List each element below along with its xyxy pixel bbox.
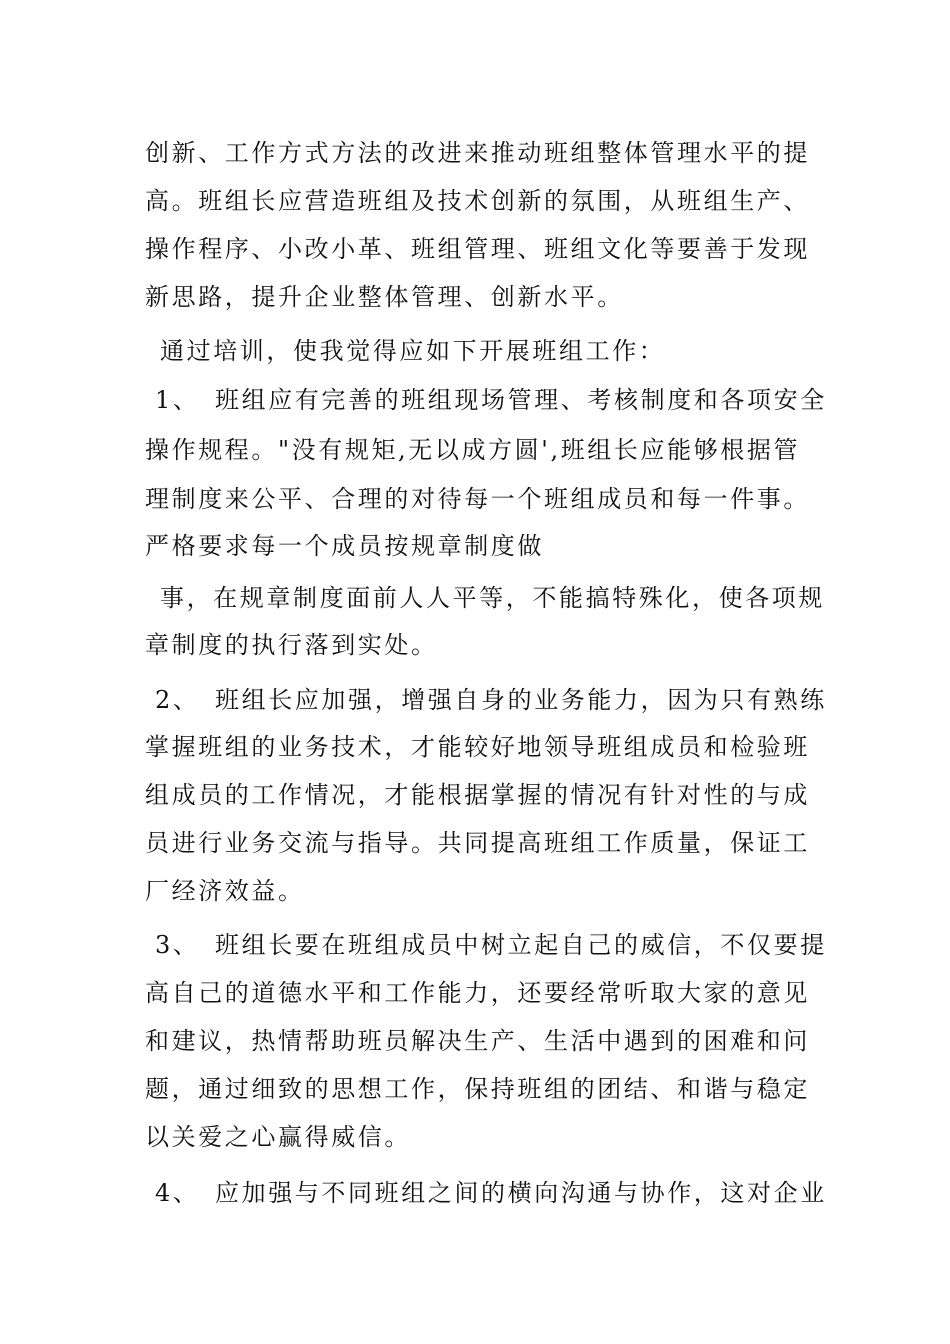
text-line: 新思路，提升企业整体管理、创新水平。 [145,283,624,311]
text-line: 厂经济效益。 [145,877,305,905]
text-line: 理制度来公平、合理的对待每一个班组成员和每一件事。 [145,485,810,513]
text-line: 操作程序、小改小革、班组管理、班组文化等要善于发现 [145,235,810,263]
text-line: 操作规程。"没有规矩,无以成方圆',班组长应能够根据管 [145,436,801,464]
item-number: 3、 [155,931,200,959]
text-line: 事，在规章制度面前人人平等，不能搞特殊化，使各项规 [160,584,825,612]
text-line: 严格要求每一个成员按规章制度做 [145,532,544,560]
item-number: 2、 [155,686,200,714]
text-line: 章制度的执行落到实处。 [145,631,438,659]
list-item-1-first-line [155,380,827,420]
text-line: 组成员的工作情况，才能根据掌握的情况有针对性的与成 [145,781,810,809]
list-item-3-first-line [155,925,827,965]
item-text: 班组长要在班组成员中树立起自己的威信，不仅要提 [215,931,827,959]
text-line: 掌握班组的业务技术，才能较好地领导班组成员和检验班 [145,733,810,761]
text-line: 创新、工作方式方法的改进来推动班组整体管理水平的提 [145,139,810,167]
text-line: 员进行业务交流与指导。共同提高班组工作质量，保证工 [145,829,810,857]
text-line: 和建议，热情帮助班员解决生产、生活中遇到的困难和问 [145,1027,810,1055]
text-line: 高自己的道德水平和工作能力，还要经常听取大家的意见 [145,979,810,1007]
list-item-4-first-line [155,1173,827,1213]
item-number: 1、 [155,386,200,414]
text-line: 以关爱之心赢得威信。 [145,1123,411,1151]
text-line: 题，通过细致的思想工作，保持班组的团结、和谐与稳定 [145,1075,810,1103]
item-text: 应加强与不同班组之间的横向沟通与协作，这对企业 [215,1179,827,1207]
intro-line: 通过培训，使我觉得应如下开展班组工作： [160,337,666,365]
item-number: 4、 [155,1179,200,1207]
item-text: 班组长应加强，增强自身的业务能力，因为只有熟练 [215,686,827,714]
text-line: 高。班组长应营造班组及技术创新的氛围，从班组生产、 [145,187,810,215]
list-item-2-first-line [155,680,827,720]
item-text: 班组应有完善的班组现场管理、考核制度和各项安全 [215,386,827,414]
